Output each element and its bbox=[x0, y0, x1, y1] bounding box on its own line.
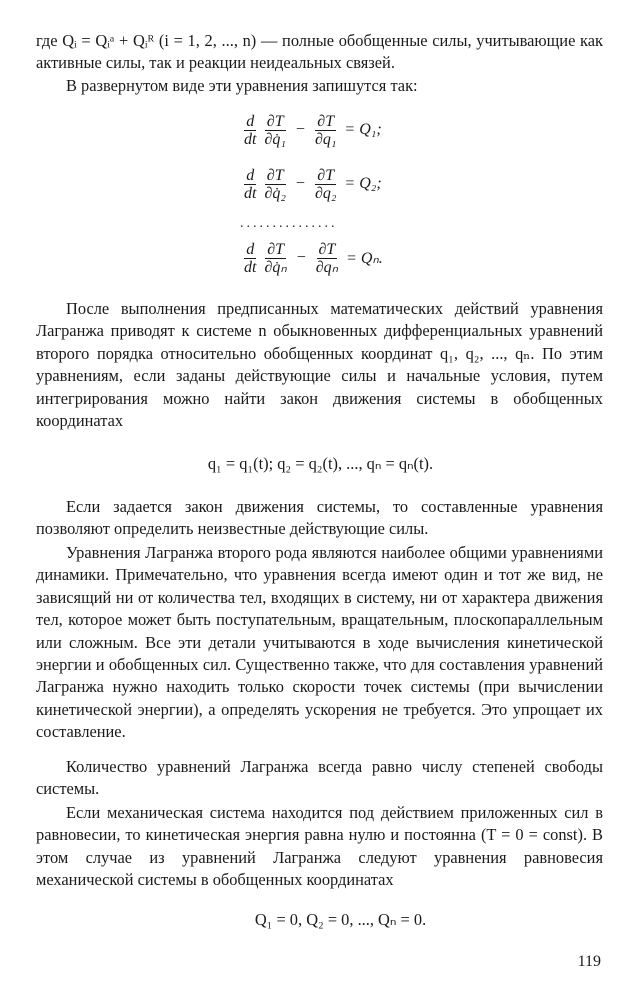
paragraph-system-of-equations: После выполнения предписанных математических действий уравнения Лагранжа приводят к системе n обыкновенных дифференциальных уравнений второго порядка относительно обобщенных координат q₁, q₂, ..., qₙ. По этим уравнениям, если заданы действующие силы и начальные условия, путем интегрирования можно найти закон движения системы в обобщенных координатах bbox=[36, 299, 603, 431]
ellipsis-dots-row: ............... bbox=[240, 216, 338, 231]
paragraph-forces-definition: где Qᵢ = Qᵢᵃ + Qᵢᴿ (i = 1, 2, ..., n) — полные обобщенные силы, учитывающие как активные силы, так и реакции неидеальных связей. bbox=[36, 31, 603, 73]
fraction-d-dt: $\frac{d}{dt}$ bbox=[244, 166, 257, 202]
paragraph-expanded-form-intro: В развернутом виде эти уравнения запишутся так: bbox=[66, 76, 418, 95]
fraction-dT-dqdot: $\frac{\partial T}{\text{∂q̇₁}}$ bbox=[264, 112, 286, 148]
minus-sign: − bbox=[295, 121, 305, 138]
fraction-dT-dq: $\frac{\partial T}{\text{∂q₁}}$ bbox=[314, 112, 337, 148]
minus-sign: − bbox=[296, 249, 306, 266]
fraction-dT-dqdot: $\frac{\partial T}{\text{∂q̇₂}}$ bbox=[264, 166, 286, 202]
paragraph-general-equations: Уравнения Лагранжа второго рода являются наиболее общими уравнениями динамики. Примечательно, что уравнения всегда имеют один и тот же вид, не зависящий ни от количества тел, входящих в систему, ни от характера движения тел, которое может быть поступательным, вращательным, плоскопараллельным или сложным. Все эти детали учитываются в ходе вычисления кинетической энергии и обобщенных сил. Существенно также, что для составления уравнений Лагранжа нужно находить только скорости точек системы (при вычислении кинетической энергии), а определять ускорения не требуется. Это упрощает их составление. bbox=[36, 543, 603, 742]
equation-rhs: = Qₙ. bbox=[346, 250, 383, 267]
paragraph-degrees-of-freedom: Количество уравнений Лагранжа всегда равно числу степеней свободы системы. bbox=[36, 757, 603, 799]
fraction-dT-dq: $\frac{\partial T}{\text{∂q₂}}$ bbox=[314, 166, 337, 202]
motion-law-equation: q₁ = q₁(t); q₂ = q₂(t), ..., qₙ = qₙ(t). bbox=[207, 454, 434, 473]
paragraph-equilibrium: Если механическая система находится под действием приложенных сил в равновесии, то кинетическая энергия равна нулю и постоянна (T = 0 = const). В этом случае из уравнений Лагранжа следуют уравнения равновесия механической системы в обобщенных координатах bbox=[36, 803, 603, 890]
fraction-d-dt: $\frac{d}{dt}$ bbox=[244, 240, 257, 276]
fraction-dT-dqdot: $\frac{\partial T}{\text{∂q̇ₙ}}$ bbox=[264, 240, 287, 276]
lagrange-equation-n bbox=[240, 236, 383, 280]
equilibrium-equation: Q₁ = 0, Q₂ = 0, ..., Qₙ = 0. bbox=[254, 910, 427, 929]
paragraph-known-motion: Если задается закон движения системы, то составленные уравнения позволяют определить неизвестные действующие силы. bbox=[36, 497, 603, 539]
fraction-d-dt: $\frac{d}{dt}$ bbox=[244, 112, 257, 148]
equation-rhs: = Q₂; bbox=[344, 175, 382, 192]
minus-sign: − bbox=[295, 175, 305, 192]
fraction-dT-dq: $\frac{\partial T}{\text{∂qₙ}}$ bbox=[315, 240, 339, 276]
lagrange-equation-1 bbox=[240, 108, 382, 152]
lagrange-equation-2 bbox=[240, 162, 382, 206]
page-number: 119 bbox=[577, 953, 601, 970]
equation-rhs: = Q₁; bbox=[344, 121, 382, 138]
